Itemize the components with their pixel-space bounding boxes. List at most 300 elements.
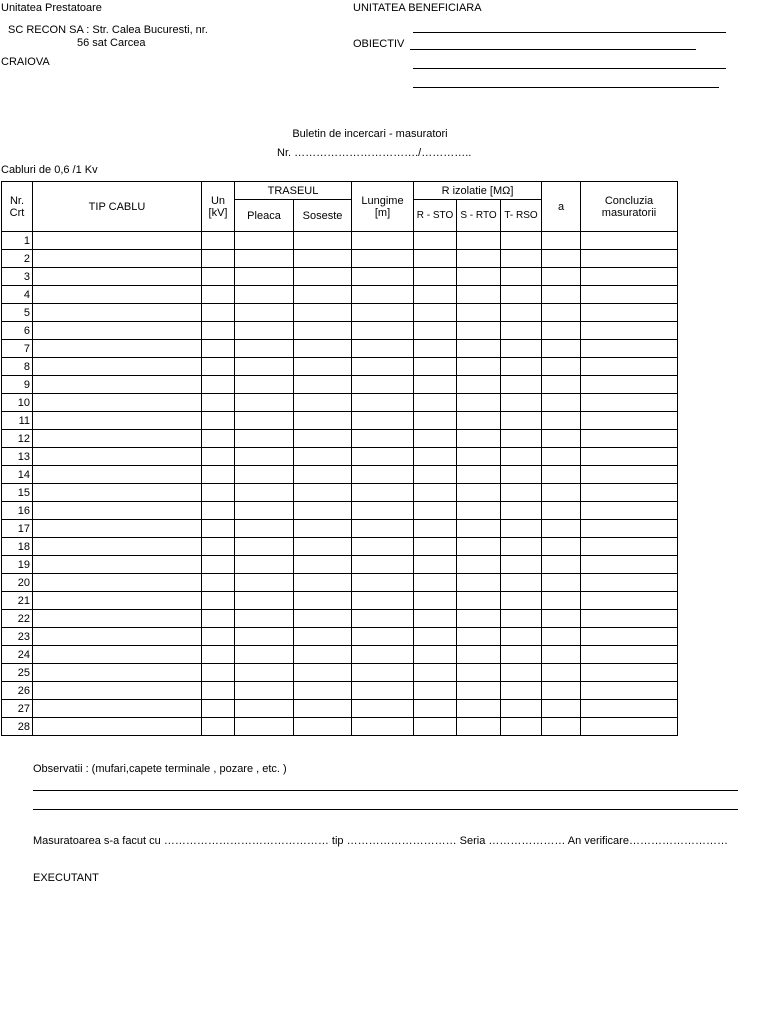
table-row [2, 448, 678, 466]
document-number-line: Nr. ……………………………./………….. [277, 147, 472, 159]
header-nr-crt-label: Nr. Crt [9, 194, 25, 219]
cell-s-rto [457, 286, 501, 304]
cell-soseste [294, 718, 352, 736]
cell-pleaca [235, 376, 294, 394]
cell-tip-cablu [33, 592, 202, 610]
cell-concluzia [581, 502, 678, 520]
cell-concluzia [581, 358, 678, 376]
cell-soseste [294, 412, 352, 430]
cell-lungime [352, 412, 414, 430]
header-t-rso-label: T- RSO [504, 209, 538, 221]
cell-t-rso [501, 448, 542, 466]
cell-un [202, 430, 235, 448]
header-tip-cablu [33, 182, 202, 232]
cell-s-rto [457, 682, 501, 700]
cell-pleaca [235, 556, 294, 574]
cell-tip-cablu [33, 466, 202, 484]
cell-r-sto [414, 268, 457, 286]
cell-soseste [294, 484, 352, 502]
cell-pleaca [235, 610, 294, 628]
cell-lungime [352, 358, 414, 376]
cell-a [542, 538, 581, 556]
cell-lungime [352, 430, 414, 448]
header-traseul [235, 182, 352, 200]
cell-un [202, 610, 235, 628]
cell-a [542, 718, 581, 736]
table-row [2, 700, 678, 718]
cell-pleaca [235, 574, 294, 592]
cell-s-rto [457, 610, 501, 628]
cell-a [542, 628, 581, 646]
cell-a [542, 664, 581, 682]
cell-r-sto [414, 502, 457, 520]
cell-soseste [294, 322, 352, 340]
cell-concluzia [581, 556, 678, 574]
cell-t-rso [501, 376, 542, 394]
cell-t-rso [501, 304, 542, 322]
row-number: 20 [2, 574, 33, 592]
cell-un [202, 394, 235, 412]
row-number: 9 [2, 376, 33, 394]
cell-pleaca [235, 646, 294, 664]
cell-tip-cablu [33, 376, 202, 394]
cell-pleaca [235, 340, 294, 358]
cell-un [202, 412, 235, 430]
cell-t-rso [501, 664, 542, 682]
cell-lungime [352, 394, 414, 412]
cell-lungime [352, 268, 414, 286]
cell-concluzia [581, 304, 678, 322]
cell-r-sto [414, 376, 457, 394]
table-row [2, 646, 678, 664]
cell-s-rto [457, 502, 501, 520]
cell-soseste [294, 466, 352, 484]
cell-r-sto [414, 646, 457, 664]
cell-concluzia [581, 610, 678, 628]
cell-a [542, 484, 581, 502]
cell-tip-cablu [33, 556, 202, 574]
cell-r-sto [414, 574, 457, 592]
header-un-unit: [kV] [208, 206, 228, 219]
cell-tip-cablu [33, 664, 202, 682]
header-lungime-label: Lungime [361, 194, 404, 207]
cell-t-rso [501, 682, 542, 700]
cell-r-sto [414, 358, 457, 376]
cell-soseste [294, 664, 352, 682]
row-number: 28 [2, 718, 33, 736]
cell-concluzia [581, 340, 678, 358]
cell-soseste [294, 232, 352, 250]
cell-lungime [352, 592, 414, 610]
cell-pleaca [235, 520, 294, 538]
table-row [2, 610, 678, 628]
observatii-label: Observatii : (mufari,capete terminale , pozare , etc. ) [33, 763, 287, 775]
cell-un [202, 556, 235, 574]
cell-soseste [294, 448, 352, 466]
cell-un [202, 664, 235, 682]
cell-concluzia [581, 538, 678, 556]
cell-pleaca [235, 592, 294, 610]
cell-t-rso [501, 646, 542, 664]
cell-s-rto [457, 700, 501, 718]
cell-soseste [294, 556, 352, 574]
cell-concluzia [581, 376, 678, 394]
cell-lungime [352, 646, 414, 664]
cell-un [202, 448, 235, 466]
cell-lungime [352, 718, 414, 736]
cell-tip-cablu [33, 268, 202, 286]
cell-lungime [352, 628, 414, 646]
cell-concluzia [581, 232, 678, 250]
cell-lungime [352, 664, 414, 682]
row-number: 11 [2, 412, 33, 430]
cell-un [202, 466, 235, 484]
cell-pleaca [235, 628, 294, 646]
cell-un [202, 592, 235, 610]
cell-soseste [294, 700, 352, 718]
cell-s-rto [457, 376, 501, 394]
cell-t-rso [501, 484, 542, 502]
row-number: 1 [2, 232, 33, 250]
cell-t-rso [501, 502, 542, 520]
cell-s-rto [457, 250, 501, 268]
cell-concluzia [581, 430, 678, 448]
cell-t-rso [501, 232, 542, 250]
table-row [2, 520, 678, 538]
row-number: 21 [2, 592, 33, 610]
cell-r-sto [414, 484, 457, 502]
cell-a [542, 556, 581, 574]
cell-lungime [352, 304, 414, 322]
cell-s-rto [457, 556, 501, 574]
cell-concluzia [581, 466, 678, 484]
cell-a [542, 610, 581, 628]
cell-lungime [352, 322, 414, 340]
header-lungime-unit: [m] [374, 206, 391, 219]
table-row [2, 304, 678, 322]
cell-tip-cablu [33, 286, 202, 304]
cell-t-rso [501, 610, 542, 628]
cell-un [202, 628, 235, 646]
cell-lungime [352, 700, 414, 718]
cell-t-rso [501, 466, 542, 484]
cell-s-rto [457, 646, 501, 664]
table-row [2, 358, 678, 376]
cell-r-sto [414, 412, 457, 430]
company-city: CRAIOVA [1, 56, 50, 68]
cell-concluzia [581, 646, 678, 664]
cell-tip-cablu [33, 574, 202, 592]
cell-r-sto [414, 718, 457, 736]
cell-r-sto [414, 592, 457, 610]
header-concluzia-label: Concluzia masuratorii [601, 194, 657, 219]
cell-concluzia [581, 394, 678, 412]
cell-a [542, 520, 581, 538]
row-number: 15 [2, 484, 33, 502]
header-pleaca-label: Pleaca [247, 209, 281, 222]
cell-a [542, 646, 581, 664]
company-address-line1: SC RECON SA : Str. Calea Bucuresti, nr. [8, 24, 208, 36]
row-number: 13 [2, 448, 33, 466]
cell-t-rso [501, 250, 542, 268]
obiectiv-blank-line-1 [410, 49, 696, 50]
cell-un [202, 700, 235, 718]
cell-tip-cablu [33, 304, 202, 322]
cell-pleaca [235, 430, 294, 448]
cell-t-rso [501, 430, 542, 448]
cell-r-sto [414, 340, 457, 358]
cell-soseste [294, 430, 352, 448]
cell-r-sto [414, 628, 457, 646]
cell-a [542, 322, 581, 340]
cell-t-rso [501, 358, 542, 376]
table-row [2, 250, 678, 268]
cell-soseste [294, 646, 352, 664]
cell-s-rto [457, 268, 501, 286]
cell-s-rto [457, 574, 501, 592]
cell-r-sto [414, 286, 457, 304]
cell-concluzia [581, 574, 678, 592]
row-number: 12 [2, 430, 33, 448]
cell-pleaca [235, 682, 294, 700]
cell-concluzia [581, 286, 678, 304]
cell-tip-cablu [33, 682, 202, 700]
cell-a [542, 250, 581, 268]
cell-t-rso [501, 628, 542, 646]
cell-a [542, 376, 581, 394]
cell-r-sto [414, 664, 457, 682]
cell-soseste [294, 520, 352, 538]
cell-lungime [352, 520, 414, 538]
cell-t-rso [501, 700, 542, 718]
cell-lungime [352, 232, 414, 250]
cell-un [202, 484, 235, 502]
cell-s-rto [457, 592, 501, 610]
table-row [2, 664, 678, 682]
cell-un [202, 358, 235, 376]
cell-tip-cablu [33, 430, 202, 448]
cell-pleaca [235, 466, 294, 484]
cell-lungime [352, 448, 414, 466]
cell-tip-cablu [33, 538, 202, 556]
cell-tip-cablu [33, 700, 202, 718]
header-r-izolatie [414, 182, 542, 200]
row-number: 6 [2, 322, 33, 340]
cell-pleaca [235, 232, 294, 250]
cell-r-sto [414, 538, 457, 556]
cell-concluzia [581, 412, 678, 430]
cell-s-rto [457, 448, 501, 466]
prestator-label: Unitatea Prestatoare [1, 2, 102, 14]
header-traseul-label: TRASEUL [267, 184, 319, 197]
row-number: 23 [2, 628, 33, 646]
obiectiv-label: OBIECTIV [353, 38, 405, 50]
cell-tip-cablu [33, 340, 202, 358]
header-s-rto-label: S - RTO [460, 209, 497, 221]
row-number: 5 [2, 304, 33, 322]
cell-pleaca [235, 322, 294, 340]
row-number: 17 [2, 520, 33, 538]
executant-label: EXECUTANT [33, 872, 99, 884]
cell-soseste [294, 628, 352, 646]
row-number: 22 [2, 610, 33, 628]
cell-r-sto [414, 394, 457, 412]
cell-s-rto [457, 520, 501, 538]
cell-t-rso [501, 322, 542, 340]
cell-concluzia [581, 250, 678, 268]
cell-tip-cablu [33, 250, 202, 268]
cell-concluzia [581, 520, 678, 538]
header-un-label: Un [210, 194, 226, 207]
obiectiv-blank-line-2 [413, 68, 726, 69]
cell-concluzia [581, 664, 678, 682]
cell-soseste [294, 304, 352, 322]
cell-lungime [352, 376, 414, 394]
table-row [2, 286, 678, 304]
table-row [2, 412, 678, 430]
cell-tip-cablu [33, 502, 202, 520]
cell-t-rso [501, 412, 542, 430]
cell-lungime [352, 556, 414, 574]
cell-pleaca [235, 394, 294, 412]
cell-concluzia [581, 322, 678, 340]
cell-a [542, 304, 581, 322]
cell-lungime [352, 502, 414, 520]
cell-tip-cablu [33, 718, 202, 736]
cell-tip-cablu [33, 448, 202, 466]
cell-s-rto [457, 412, 501, 430]
cell-soseste [294, 358, 352, 376]
header-soseste-label: Soseste [302, 209, 343, 222]
beneficiar-blank-line [413, 32, 726, 33]
cell-a [542, 448, 581, 466]
cell-s-rto [457, 466, 501, 484]
cell-un [202, 376, 235, 394]
cell-un [202, 304, 235, 322]
cell-r-sto [414, 556, 457, 574]
cell-soseste [294, 610, 352, 628]
row-number: 19 [2, 556, 33, 574]
cell-soseste [294, 682, 352, 700]
row-number: 27 [2, 700, 33, 718]
cell-pleaca [235, 718, 294, 736]
cell-r-sto [414, 250, 457, 268]
cell-tip-cablu [33, 628, 202, 646]
cell-soseste [294, 574, 352, 592]
cell-s-rto [457, 340, 501, 358]
cell-soseste [294, 268, 352, 286]
table-row [2, 322, 678, 340]
header-t-rso [501, 200, 542, 232]
table-row [2, 718, 678, 736]
header-r-sto [414, 200, 457, 232]
cell-concluzia [581, 448, 678, 466]
cell-t-rso [501, 718, 542, 736]
cell-concluzia [581, 592, 678, 610]
cell-r-sto [414, 322, 457, 340]
cell-t-rso [501, 538, 542, 556]
table-row [2, 340, 678, 358]
cell-t-rso [501, 268, 542, 286]
cell-s-rto [457, 394, 501, 412]
cell-soseste [294, 286, 352, 304]
cell-un [202, 268, 235, 286]
cell-soseste [294, 502, 352, 520]
header-pleaca [235, 200, 294, 232]
row-number: 10 [2, 394, 33, 412]
cell-tip-cablu [33, 232, 202, 250]
cell-s-rto [457, 232, 501, 250]
cell-a [542, 268, 581, 286]
cell-tip-cablu [33, 646, 202, 664]
cell-t-rso [501, 592, 542, 610]
cell-concluzia [581, 700, 678, 718]
cell-lungime [352, 610, 414, 628]
cell-soseste [294, 250, 352, 268]
header-a [542, 182, 581, 232]
cell-r-sto [414, 466, 457, 484]
cell-concluzia [581, 268, 678, 286]
cell-pleaca [235, 304, 294, 322]
header-un [202, 182, 235, 232]
cell-un [202, 232, 235, 250]
row-number: 8 [2, 358, 33, 376]
cell-t-rso [501, 556, 542, 574]
row-number: 7 [2, 340, 33, 358]
cell-a [542, 574, 581, 592]
cell-t-rso [501, 394, 542, 412]
row-number: 14 [2, 466, 33, 484]
cell-t-rso [501, 574, 542, 592]
table-row [2, 592, 678, 610]
cell-a [542, 502, 581, 520]
cell-pleaca [235, 412, 294, 430]
cell-soseste [294, 376, 352, 394]
cell-un [202, 538, 235, 556]
cell-tip-cablu [33, 322, 202, 340]
cell-r-sto [414, 700, 457, 718]
cell-s-rto [457, 718, 501, 736]
document-title: Buletin de incercari - masuratori [292, 128, 448, 140]
cell-a [542, 286, 581, 304]
cell-a [542, 394, 581, 412]
cell-un [202, 574, 235, 592]
cell-a [542, 412, 581, 430]
cell-pleaca [235, 700, 294, 718]
cell-tip-cablu [33, 394, 202, 412]
cell-un [202, 520, 235, 538]
beneficiar-label: UNITATEA BENEFICIARA [353, 2, 482, 14]
cell-concluzia [581, 718, 678, 736]
cell-un [202, 718, 235, 736]
cell-un [202, 250, 235, 268]
cell-un [202, 340, 235, 358]
cell-un [202, 682, 235, 700]
table-row [2, 430, 678, 448]
cell-un [202, 502, 235, 520]
row-number: 4 [2, 286, 33, 304]
cell-a [542, 700, 581, 718]
cell-s-rto [457, 538, 501, 556]
cell-a [542, 592, 581, 610]
row-number: 16 [2, 502, 33, 520]
cell-lungime [352, 250, 414, 268]
cell-a [542, 430, 581, 448]
header-soseste [294, 200, 352, 232]
cell-tip-cablu [33, 412, 202, 430]
header-s-rto [457, 200, 501, 232]
cell-r-sto [414, 430, 457, 448]
